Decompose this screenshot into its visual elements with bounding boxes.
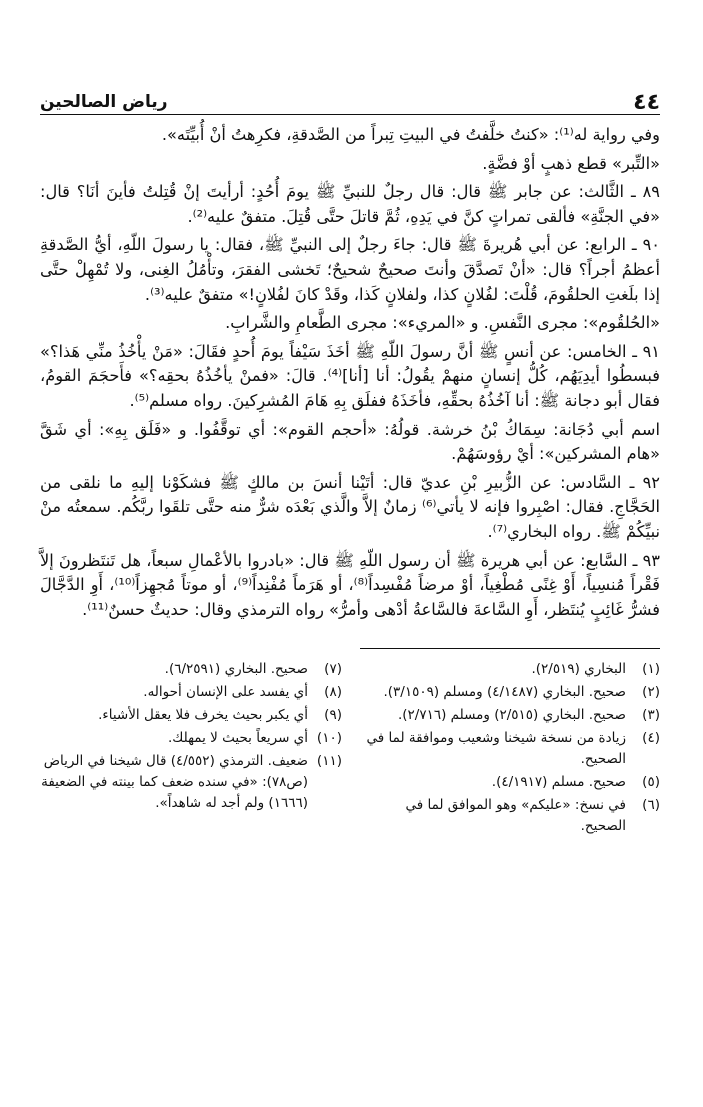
footnotes [40, 659, 660, 839]
footnote-number: (٧) [324, 661, 342, 678]
footnote-text: في نسخ: «عليكم» وهو الموافق لما في الصحيح. [405, 797, 626, 835]
footnotes-left-column [40, 659, 342, 839]
footnote-text: صحيح. البخاري (٤/١٤٨٧) ومسلم (٣/١٥٠٩). [383, 684, 626, 701]
footnote-text: أي سريعاً بحيث لا يمهلك. [167, 730, 308, 747]
footnote [40, 751, 342, 814]
hadith-89: ٨٩ ـ الثَّالث: عن جابر ﷺ قال: قال رجلٌ للنبيِّ ﷺ يومَ أُحُدٍ: أرأيتَ إنْ قُتِلتُ فأينَ أنَا؟ قال: «في الجنَّةِ» فألقى تمراتٍ كنَّ في يَدِهِ، ثُمَّ قاتلَ حتَّى قُتِلَ. متفقٌ عليه⁽²⁾. [40, 182, 660, 226]
footnote [40, 659, 342, 680]
footnote [358, 659, 660, 680]
footnote-text: أي يفسد على الإنسان أحواله. [143, 684, 308, 701]
footnote [358, 728, 660, 770]
footnote-number: (٥) [642, 774, 660, 791]
footnote-number: (١٠) [316, 730, 342, 747]
footnote-divider [360, 648, 660, 649]
page-header [40, 84, 660, 115]
paragraph: اسم أبي دُجَانة: سِمَاكُ بْنُ خرشة. قولُهُ: «أحجم القوم»: أي توقَّفُوا. و «فَلَق بِهِ»: أي شَقَّ «هام المشركين»: أيْ رؤوسَهُمْ. [40, 419, 660, 464]
paragraph: «التِّبر» قطع ذهبٍ أوْ فضَّةٍ. [482, 153, 660, 173]
footnote-number: (١١) [316, 753, 342, 770]
footnote [40, 682, 342, 703]
hadith-91: ٩١ ـ الخامس: عن أنسٍ ﷺ أنَّ رسولَ اللّهِ ﷺ أخَذَ سَيْفاً يومَ أُحدٍ فقَالَ: «مَنْ يأْخُذُ منِّي هَذا؟» فبسطُوا أيدِيَهُم، كُلُّ إنسانٍ منهمْ يقُولُ: أنا [أنا]⁽⁴⁾. قالَ: «فمنْ يأخُذُهُ بحقِه؟» فأَحجَمَ القومُ، فقال أبو دجانة ﷺ: أنا آخُذُهُ بحقِّهِ، فأخَذَهُ ففلَق بِهِ هَامَ المُشرِكينَ. رواه مسلم⁽⁵⁾. [40, 341, 660, 410]
footnote [40, 705, 342, 726]
footnote [40, 728, 342, 749]
book-page [40, 84, 660, 839]
hadith-90: ٩٠ ـ الرابع: عن أبي هُريرةَ ﷺ قال: جاءَ رجلٌ إلى النبيِّ ﷺ، فقال: يا رسولَ اللّهِ، أيُّ الصَّدقةِ أعظمُ أجراً؟ قال: «أنْ تَصدَّقَ وأنتَ صحيحٌ شحيحٌ؛ تَخشى الفقرَ، وتأْمُلُ الغِنى، ولا تُمْهِلْ حتَّى إذا بلَغتِ الحلقُومَ، قُلْتَ: لفُلانٍ كذا، ولفلانٍ كَذا، وقَدْ كانَ لفُلانٍ!» متفقٌ عليه⁽³⁾. [40, 235, 660, 304]
main-text [40, 123, 660, 622]
footnote-text: زيادة من نسخة شيخنا وشعيب وموافقة لما في الصحيح. [366, 730, 626, 768]
page-number: ٤٤ [633, 90, 660, 115]
footnote-number: (٨) [324, 684, 342, 701]
footnote [358, 772, 660, 793]
footnote-number: (٢) [642, 684, 660, 701]
footnote-text: ضعيف. الترمذي (٤/٥٥٢) قال شيخنا في الرياض (ص٧٨): «في سنده ضعف كما بينته في الضعيفة (١٦٦٦) ولم أجد له شاهداً». [41, 753, 308, 812]
footnote [358, 705, 660, 726]
footnote-number: (٦) [642, 797, 660, 814]
footnote-text: البخاري (٢/٥١٩). [531, 661, 626, 678]
paragraph: وفي رواية له⁽¹⁾: «كنتُ خلَّفتُ في البيتِ تِبراً من الصَّدقةِ، فكرِهتُ أنْ أُبيِّتَه». [161, 125, 660, 144]
footnotes-right-column [358, 659, 660, 839]
hadith-93: ٩٣ ـ السَّابع: عن أبي هريرة ﷺ أن رسول اللّهِ ﷺ قال: «بادروا بالأعْمالِ سبعاً، هل تَنتَظرونَ إلاَّ فَقْراً مُنسِياً، أَوْ غِنًى مُطْغِياً، أوْ مرضاً مُفْسِداً⁽⁸⁾، أو هَرَماً مُفْنِداً⁽⁹⁾، أو موتاً مُجهِزاً⁽¹⁰⁾، أَوِ الدَّجَّالَ فشرُّ غَائِبٍ يُنتَظر، أَوِ السَّاعةَ فالسَّاعةُ أدْهى وأمرُّ» رواه الترمذي وقال: حديثٌ حسنٌ⁽¹¹⁾. [40, 550, 660, 619]
footnote-text: صحيح. مسلم (٤/١٩١٧). [491, 774, 626, 791]
footnote-text: صحيح. البخاري (٦/٢٥٩١). [164, 661, 308, 678]
footnote-number: (٤) [642, 730, 660, 747]
footnote-number: (٣) [642, 707, 660, 724]
footnote-text: أي يكبر بحيث يخرف فلا يعقل الأشياء. [98, 707, 308, 724]
hadith-92: ٩٢ ـ السَّادس: عن الزُّبيرِ بْنِ عديّ قال: أتَيْنا أنسَ بن مالكٍ ﷺ فشكَوْنا إليهِ ما نلقى من الحَجَّاجِ. فقال: اصْبِروا فإنه لا يأتي⁽⁶⁾ زمانٌ إلاَّ والَّذي بَعْدَه شرٌّ منه حتَّى تلقَوا ربَّكُم. سمعتُه منْ نبيِّكُمْ ﷺ. رواه البخاري⁽⁷⁾. [40, 472, 660, 541]
footnote [358, 795, 660, 837]
footnote-number: (١) [642, 661, 660, 678]
paragraph: «الحُلقُوم»: مجرى النَّفسِ. و «المريء»: مجرى الطَّعامِ والشَّرابِ. [225, 313, 660, 333]
footnote-text: صحيح. البخاري (٢/٥١٥) ومسلم (٢/٧١٦). [397, 707, 626, 724]
footnote [358, 682, 660, 703]
footnote-number: (٩) [324, 707, 342, 724]
book-title: رياض الصالحين [40, 92, 168, 112]
